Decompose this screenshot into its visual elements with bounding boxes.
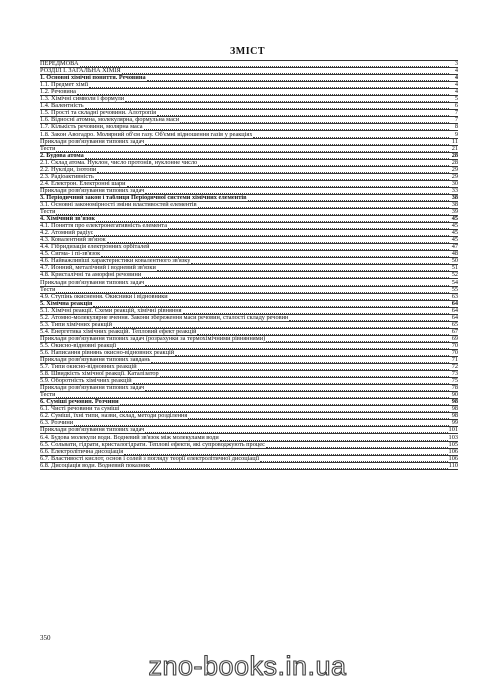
toc-leader-dots xyxy=(95,175,449,180)
toc-entry-title: 6.7. Властивості кислот, основ і солей з погляду теорії електролітичної дисоціації xyxy=(40,455,260,462)
toc-row xyxy=(40,385,458,392)
toc-entry-title: 4.4. Гібридизація електронних орбіталей xyxy=(40,244,150,251)
toc-row xyxy=(40,131,458,138)
toc-page-number: 28 xyxy=(451,159,458,166)
toc-page-number: 103 xyxy=(448,434,458,441)
toc-page-number: 106 xyxy=(448,448,458,455)
toc-entry-title: 6.3. Розчини xyxy=(40,420,74,427)
toc-page-number: 51 xyxy=(451,265,458,272)
toc-row xyxy=(40,442,458,449)
toc-entry-title: 4.8. Кристалічні та аморфні речовини xyxy=(40,272,142,279)
toc-row xyxy=(40,350,458,357)
toc-page-number: 45 xyxy=(451,216,458,223)
toc-page-number: 101 xyxy=(448,427,458,434)
toc-page-number: 50 xyxy=(451,258,458,265)
toc-leader-dots xyxy=(124,450,447,455)
toc-page-number: 5 xyxy=(454,96,458,103)
toc-row xyxy=(40,449,458,456)
toc-entry-title: 5.9. Оборотність хімічних реакцій xyxy=(40,378,132,385)
toc-page-number: 110 xyxy=(448,462,458,469)
toc-entry-title: 3. Періодичний закон і таблиця Періодичної системи хімічних елементів xyxy=(40,194,247,201)
toc-row xyxy=(40,237,458,244)
toc-page-number: 4 xyxy=(454,75,458,82)
toc-page-number: 6 xyxy=(454,103,458,110)
toc-chapter-row xyxy=(40,399,458,406)
toc-row xyxy=(40,279,458,286)
toc-leader-dots xyxy=(97,168,449,173)
toc-page-number: 98 xyxy=(451,399,458,406)
toc-row xyxy=(40,308,458,315)
toc-leader-dots xyxy=(289,316,449,321)
toc-page-number: 65 xyxy=(451,321,458,328)
toc-entry-title: 6.1. Чисті речовини та суміші xyxy=(40,406,120,413)
toc-row xyxy=(40,68,458,75)
toc-entry-title: 1.1. Предмет хімії xyxy=(40,82,89,89)
toc-entry-title: 4.2. Атомний радіус xyxy=(40,230,94,237)
toc-entry-title: 5.5. Окисно-відновні реакції xyxy=(40,342,117,349)
toc-entry-title: 3.1. Основні закономірності зміни властивостей елементів xyxy=(40,201,197,208)
toc-leader-dots xyxy=(56,393,449,398)
toc-entry-title: Тести xyxy=(40,286,56,293)
toc-leader-dots xyxy=(107,238,449,243)
toc-leader-dots xyxy=(145,428,447,433)
toc-row xyxy=(40,265,458,272)
toc-entry-title: 1.4. Валентність xyxy=(40,103,84,110)
toc-leader-dots xyxy=(117,344,449,349)
toc-row xyxy=(40,230,458,237)
toc-entry-title: 1.7. Кількість речовини, молярна маса xyxy=(40,124,143,131)
toc-entry-title: Приклади розв'язування типових задач xyxy=(40,187,145,194)
toc-row xyxy=(40,371,458,378)
toc-row xyxy=(40,96,458,103)
toc-page-number: 72 xyxy=(451,364,458,371)
toc-row xyxy=(40,357,458,364)
toc-row xyxy=(40,89,458,96)
toc-leader-dots xyxy=(160,372,449,377)
toc-entry-title: 1.3. Хімічні символи і формули xyxy=(40,96,125,103)
toc-page-number: 67 xyxy=(451,328,458,335)
toc-row xyxy=(40,343,458,350)
toc-leader-dots xyxy=(150,245,449,250)
toc-row xyxy=(40,315,458,322)
toc-leader-dots xyxy=(96,217,449,222)
toc-page-number: 70 xyxy=(451,349,458,356)
toc-entry-title: 5.8. Швидкість хімічної реакції. Каталізатор xyxy=(40,371,159,378)
toc-row xyxy=(40,209,458,216)
toc-leader-dots xyxy=(151,464,448,469)
toc-row xyxy=(40,406,458,413)
toc-page-number: 47 xyxy=(451,244,458,251)
toc-page-number: 90 xyxy=(451,392,458,399)
toc-entry-title: 5.4. Енергетика хімічних реакцій. Тепловий ефект реакцій xyxy=(40,328,197,335)
toc-row xyxy=(40,427,458,434)
toc-page-number: 106 xyxy=(448,455,458,462)
page-number: 350 xyxy=(40,634,51,642)
toc-page-number: 73 xyxy=(451,371,458,378)
toc-row xyxy=(40,82,458,89)
toc-entry-title: 1.8. Закон Авогадро. Молярний об'єм газу. Об'ємні відношення газів у реакціях xyxy=(40,131,253,138)
toc-row xyxy=(40,336,458,343)
toc-page-number: 11 xyxy=(451,138,458,145)
toc-leader-dots xyxy=(113,323,449,328)
toc-entry-title: ПЕРЕДМОВА xyxy=(40,61,79,68)
toc-leader-dots xyxy=(197,330,449,335)
toc-page-number: 71 xyxy=(451,356,458,364)
toc-page-number: 33 xyxy=(451,187,458,194)
toc-row xyxy=(40,146,458,153)
toc-leader-dots xyxy=(127,182,449,187)
toc-row xyxy=(40,244,458,251)
toc-page-number: 64 xyxy=(451,300,458,307)
toc-row xyxy=(40,251,458,258)
toc-page-number: 45 xyxy=(451,237,458,244)
toc-page-number: 69 xyxy=(451,335,458,342)
toc-page-number: 9 xyxy=(454,131,458,138)
toc-page-number: 55 xyxy=(451,286,458,293)
toc-entry-title: 5.2. Атомно-молекулярне вчення. Закони збереження маси речовин, сталості складу речовин xyxy=(40,314,289,321)
toc-row xyxy=(40,139,458,146)
toc-entry-title: Приклади розв'язування типових задач (розрахунки за термохімічними рівняннями) xyxy=(40,335,266,342)
toc-row xyxy=(40,364,458,371)
toc-page-number: 21 xyxy=(451,145,458,152)
toc-leader-dots xyxy=(120,400,449,405)
toc-entry-title: 6. Суміші речовин. Розчини xyxy=(40,399,119,406)
toc-row xyxy=(40,188,458,195)
toc-entry-title: 4.9. Ступінь окиснення. Окисники і відновники xyxy=(40,293,168,300)
toc-page-number: 64 xyxy=(451,307,458,314)
toc-leader-dots xyxy=(93,302,449,307)
toc-leader-dots xyxy=(253,133,449,138)
toc-leader-dots xyxy=(120,407,449,412)
toc-leader-dots xyxy=(145,140,449,145)
toc-page-number: 70 xyxy=(451,342,458,349)
toc-row xyxy=(40,456,458,463)
toc-chapter-row xyxy=(40,195,458,202)
toc-leader-dots xyxy=(145,281,449,286)
toc-entry-title: 4.3. Ковалентний зв'язок xyxy=(40,237,106,244)
toc-entry-title: 2.2. Нукліди, ізотопи xyxy=(40,166,97,173)
toc-row xyxy=(40,329,458,336)
toc-row xyxy=(40,287,458,294)
toc-entry-title: Приклади розв'язування типових задач xyxy=(40,138,145,145)
toc-leader-dots xyxy=(248,196,449,201)
toc-entry-title: 4.7. Йонний, металічний і водневий зв'язки xyxy=(40,265,156,272)
toc-row xyxy=(40,124,458,131)
toc-row xyxy=(40,202,458,209)
toc-entry-title: 6.6. Електролітична дисоціація xyxy=(40,448,124,455)
toc-entry-title: Тести xyxy=(40,145,56,152)
toc-page-number: 75 xyxy=(451,378,458,385)
toc-leader-dots xyxy=(266,443,448,448)
toc-leader-dots xyxy=(85,154,449,159)
toc-leader-dots xyxy=(56,147,449,152)
toc-row xyxy=(40,181,458,188)
toc-leader-dots xyxy=(191,259,449,264)
toc-page-number: 8 xyxy=(454,124,458,131)
toc-leader-dots xyxy=(77,90,449,95)
toc-row xyxy=(40,420,458,427)
toc-page-number: 28 xyxy=(451,152,458,159)
toc-leader-dots xyxy=(122,69,449,74)
toc-entry-title: 5.1. Хімічні реакції. Схеми реакцій, хімічні рівняння xyxy=(40,307,182,314)
toc-page-number: 52 xyxy=(451,272,458,279)
toc-leader-dots xyxy=(144,125,450,130)
toc-entry-title: 2.4. Електрон. Електронні шари xyxy=(40,180,126,187)
toc-page-number: 98 xyxy=(451,406,458,413)
toc-row xyxy=(40,463,458,470)
toc-page-number: 38 xyxy=(451,201,458,208)
toc-leader-dots xyxy=(85,104,449,109)
toc-leader-dots xyxy=(266,337,449,342)
toc-leader-dots xyxy=(157,266,449,271)
toc-leader-dots xyxy=(56,288,449,293)
toc-entry-title: 4.5. Сигма- і пі-зв'язок xyxy=(40,251,101,258)
toc-page-number: 98 xyxy=(451,413,458,420)
toc-entry-title: 5.3. Типи хімічних реакцій xyxy=(40,321,113,328)
toc-page-number: 48 xyxy=(451,251,458,258)
toc-page-number: 29 xyxy=(451,166,458,173)
toc-row xyxy=(40,392,458,399)
toc-leader-dots xyxy=(101,252,449,257)
toc-entry-title: 2.1. Склад атома. Нуклон, число протонів, нуклонне число xyxy=(40,159,198,166)
toc-page-number: 30 xyxy=(451,180,458,187)
toc-page-number: 4 xyxy=(454,89,458,96)
toc-row xyxy=(40,117,458,124)
toc-entry-title: 4. Хімічний зв'язок xyxy=(40,216,95,223)
toc-row xyxy=(40,61,458,68)
toc-row xyxy=(40,103,458,110)
toc-leader-dots xyxy=(151,358,449,363)
toc-entry-title: 1. Основні хімічні поняття. Речовина xyxy=(40,75,146,82)
toc-leader-dots xyxy=(142,273,449,278)
toc-entry-title: 6.5. Сольвати, гідрати, кристалогідрати. Теплові ефекти, які супроводжують процес xyxy=(40,441,265,448)
toc-page-number: 4 xyxy=(454,68,458,75)
toc-leader-dots xyxy=(56,210,449,215)
toc-leader-dots xyxy=(147,76,449,81)
watermark: zno-books.in.ua xyxy=(148,651,347,681)
toc-leader-dots xyxy=(175,351,449,356)
toc-leader-dots xyxy=(80,62,449,67)
toc-row xyxy=(40,110,458,117)
toc-entry-title: 5. Хімічна реакція xyxy=(40,300,93,307)
toc-chapter-row xyxy=(40,75,458,82)
toc-entry-title: 2.3. Радіоактивність xyxy=(40,173,94,180)
toc-row xyxy=(40,174,458,181)
toc-page-number: 7 xyxy=(454,110,458,117)
toc-entry-title: 6.4. Будова молекули води. Водневий зв'язок між молекулами води xyxy=(40,434,219,441)
toc-row xyxy=(40,160,458,167)
toc-leader-dots xyxy=(188,414,449,419)
toc-row xyxy=(40,167,458,174)
toc-leader-dots xyxy=(145,189,449,194)
toc-entry-title: РОЗДІЛ І. ЗАГАЛЬНА ХІМІЯ xyxy=(40,68,121,75)
toc-chapter-row xyxy=(40,153,458,160)
toc-leader-dots xyxy=(220,436,448,441)
toc-leader-dots xyxy=(157,111,449,116)
toc-page-number: 78 xyxy=(451,385,458,392)
toc-page-number: 54 xyxy=(451,279,458,286)
toc-entry-title: 1.2. Речовина xyxy=(40,89,76,96)
toc-page-number: 7 xyxy=(454,117,458,124)
toc-entry-title: 4.1. Поняття про електронегативність елемента xyxy=(40,223,168,230)
toc-entry-title: Тести xyxy=(40,392,56,399)
toc-leader-dots xyxy=(89,83,449,88)
toc-page-number: 64 xyxy=(451,314,458,321)
toc-entry-title: 2. Будова атома xyxy=(40,152,84,159)
toc-page-number: 3 xyxy=(454,61,458,68)
toc-page-number: 38 xyxy=(451,194,458,201)
table-of-contents xyxy=(40,60,458,470)
toc-leader-dots xyxy=(133,379,449,384)
toc-page-number: 105 xyxy=(448,441,458,448)
toc-row xyxy=(40,223,458,230)
toc-leader-dots xyxy=(260,457,447,462)
toc-entry-title: Приклади розв'язування типових задач xyxy=(40,427,145,434)
toc-entry-title: 5.7. Типи окисно-відновних реакцій xyxy=(40,364,137,371)
toc-leader-dots xyxy=(169,295,449,300)
toc-entry-title: Приклади розв'язування типових задач xyxy=(40,279,145,286)
toc-leader-dots xyxy=(198,161,449,166)
toc-entry-title: Тести xyxy=(40,208,56,216)
toc-leader-dots xyxy=(74,421,449,426)
toc-row xyxy=(40,322,458,329)
toc-page-number: 4 xyxy=(454,82,458,89)
toc-entry-title: 6.8. Дисоціація води. Водневий показник xyxy=(40,462,151,469)
toc-entry-title: 4.6. Найважливіші характеристики ковалентного зв'язку xyxy=(40,258,191,265)
toc-entry-title: 1.6. Відносні атомна, молекулярна, формульна маси xyxy=(40,117,180,124)
toc-row xyxy=(40,272,458,279)
toc-row xyxy=(40,413,458,420)
toc-page-number: 99 xyxy=(451,420,458,427)
toc-entry-title: 6.2. Суміші, їхні типи, назви, склад, методи розділення xyxy=(40,413,188,420)
toc-leader-dots xyxy=(168,224,449,229)
toc-page-number: 29 xyxy=(451,173,458,180)
toc-entry-title: 5.6. Написання рівнянь окисно-відновних реакцій xyxy=(40,349,175,356)
toc-leader-dots xyxy=(138,365,449,370)
page-title: ЗМІСТ xyxy=(230,46,265,57)
toc-leader-dots xyxy=(125,97,449,102)
toc-row xyxy=(40,434,458,441)
toc-entry-title: Приклади розв'язування типових задач xyxy=(40,385,145,392)
toc-row xyxy=(40,258,458,265)
toc-chapter-row xyxy=(40,301,458,308)
toc-entry-title: Приклади розв'язування типових завдань xyxy=(40,356,151,364)
toc-leader-dots xyxy=(145,386,449,391)
toc-page-number: 39 xyxy=(451,208,458,216)
toc-leader-dots xyxy=(180,118,449,123)
toc-leader-dots xyxy=(183,309,450,314)
toc-leader-dots xyxy=(94,231,449,236)
toc-entry-title: 1.5. Прості та складні речовини. Алотропія xyxy=(40,110,157,117)
toc-page-number: 63 xyxy=(451,293,458,300)
toc-chapter-row xyxy=(40,216,458,223)
toc-row xyxy=(40,378,458,385)
toc-page-number: 45 xyxy=(451,223,458,230)
toc-page-number: 45 xyxy=(451,230,458,237)
toc-row xyxy=(40,294,458,301)
toc-leader-dots xyxy=(198,203,449,208)
